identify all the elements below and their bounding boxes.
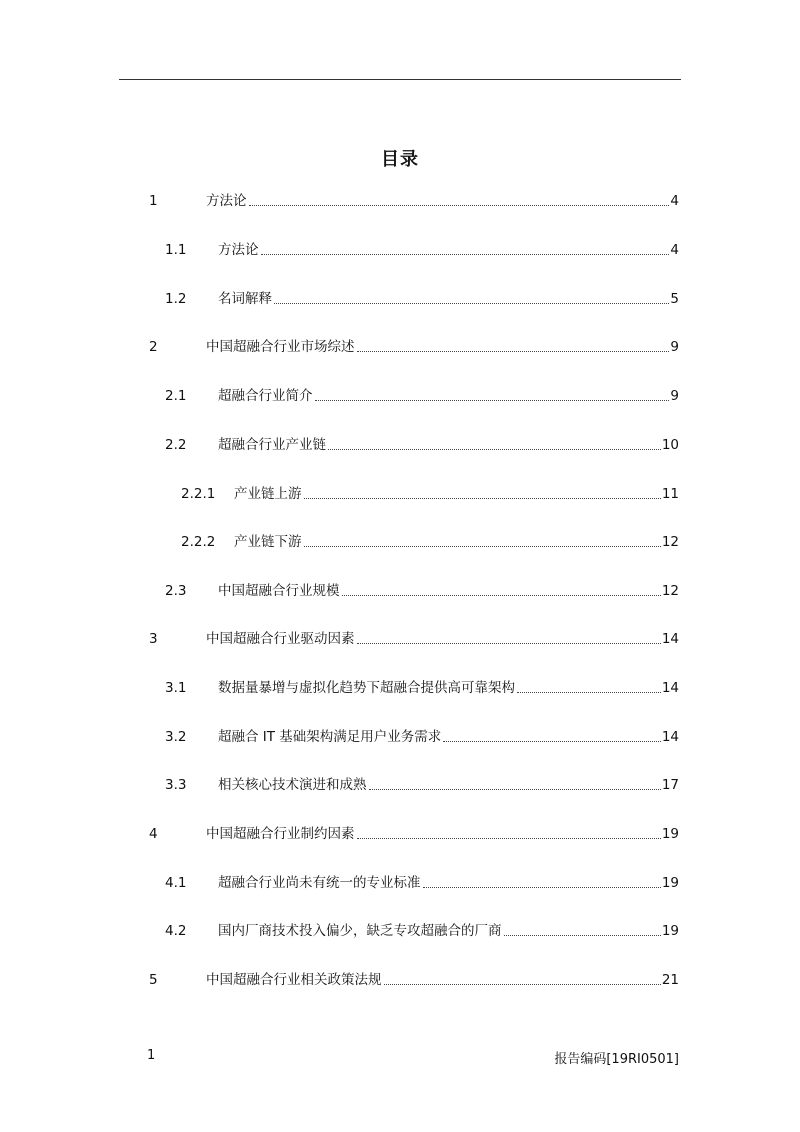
toc-dot-leader	[443, 741, 661, 742]
toc-entry-title: 超融合行业简介	[218, 388, 313, 404]
toc-dot-leader	[369, 789, 661, 790]
toc-entry-page: 14	[661, 631, 679, 647]
toc-entry-number: 4.2	[165, 923, 187, 939]
toc-entry-title: 中国超融合行业驱动因素	[206, 631, 355, 647]
toc-entry-page: 14	[661, 729, 679, 745]
toc-entry-title: 方法论	[218, 242, 259, 258]
toc-entry[interactable]	[165, 578, 679, 600]
toc-entry-title: 相关核心技术演进和成熟	[218, 777, 367, 793]
toc-entry-number: 2.2.1	[181, 486, 216, 502]
toc-entry-page: 17	[661, 777, 679, 793]
footer-page-number: 1	[147, 1048, 156, 1063]
toc-dot-leader	[342, 595, 661, 596]
toc-entry[interactable]	[149, 334, 679, 356]
header-rule	[119, 79, 681, 80]
toc-entry-title: 方法论	[206, 193, 247, 209]
toc-dot-leader	[274, 303, 669, 304]
toc-entry-number: 2.2.2	[181, 534, 216, 550]
toc-entry-number: 2.1	[165, 388, 187, 404]
toc-entry[interactable]	[165, 675, 679, 697]
toc-entry-number: 3.2	[165, 729, 187, 745]
toc-dot-leader	[315, 400, 670, 401]
toc-dot-leader	[504, 935, 661, 936]
toc-entry-page: 21	[661, 972, 679, 988]
toc-entry-number: 3.1	[165, 680, 187, 696]
toc-entry-number: 3	[149, 631, 158, 647]
toc-entry-title: 名词解释	[218, 291, 272, 307]
toc-entry-page: 19	[661, 923, 679, 939]
toc-entry-title: 国内厂商技术投入偏少，缺乏专攻超融合的厂商	[218, 923, 502, 939]
footer-report-code: 报告编码[19RI0501]	[554, 1052, 679, 1067]
toc-dot-leader	[304, 498, 661, 499]
toc-entry-number: 4	[149, 826, 158, 842]
toc-entry-title: 中国超融合行业制约因素	[206, 826, 355, 842]
toc-entry-page: 4	[670, 193, 679, 209]
toc-dot-leader	[357, 838, 661, 839]
toc-entry[interactable]	[181, 529, 679, 551]
toc-entry-number: 1.2	[165, 291, 187, 307]
toc-entry-title: 中国超融合行业规模	[218, 583, 340, 599]
toc-entry[interactable]	[181, 481, 679, 503]
toc-entry[interactable]	[149, 626, 679, 648]
toc-entry[interactable]	[149, 821, 679, 843]
toc-entry-page: 12	[661, 534, 679, 550]
toc-entry-page: 4	[670, 242, 679, 258]
toc-entry-title: 超融合 IT 基础架构满足用户业务需求	[218, 729, 442, 745]
toc-entry[interactable]	[149, 967, 679, 989]
toc-title: 目录	[381, 149, 419, 170]
toc-dot-leader	[517, 692, 661, 693]
toc-entry[interactable]	[165, 918, 679, 940]
toc-dot-leader	[357, 351, 670, 352]
toc-entry-page: 11	[661, 486, 679, 502]
toc-dot-leader	[423, 887, 661, 888]
toc-entry-number: 5	[149, 972, 158, 988]
toc-entry-number: 1.1	[165, 242, 187, 258]
toc-entry-number: 2	[149, 339, 158, 355]
toc-entry-page: 9	[670, 388, 679, 404]
toc-entry[interactable]	[165, 870, 679, 892]
toc-entry-number: 3.3	[165, 777, 187, 793]
toc-entry[interactable]	[149, 188, 679, 210]
toc-entry-title: 中国超融合行业相关政策法规	[206, 972, 382, 988]
toc-dot-leader	[304, 546, 661, 547]
toc-entry-title: 超融合行业尚未有统一的专业标准	[218, 875, 421, 891]
toc-entry-page: 10	[661, 437, 679, 453]
toc-entry-page: 14	[661, 680, 679, 696]
toc-entry-title: 中国超融合行业市场综述	[206, 339, 355, 355]
toc-dot-leader	[261, 254, 670, 255]
toc-entry-number: 2.2	[165, 437, 187, 453]
toc-entry[interactable]	[165, 237, 679, 259]
toc-entry-page: 12	[661, 583, 679, 599]
toc-dot-leader	[328, 449, 661, 450]
toc-entry-page: 19	[661, 875, 679, 891]
toc-entry-number: 2.3	[165, 583, 187, 599]
toc-entry[interactable]	[165, 724, 679, 746]
toc-dot-leader	[357, 643, 661, 644]
toc-entry-page: 19	[661, 826, 679, 842]
toc-entry-page: 5	[670, 291, 679, 307]
toc-entry[interactable]	[165, 432, 679, 454]
toc-dot-leader	[249, 205, 670, 206]
toc-dot-leader	[384, 984, 661, 985]
toc-entry[interactable]	[165, 383, 679, 405]
toc-entry[interactable]	[165, 772, 679, 794]
toc-entry[interactable]	[165, 286, 679, 308]
toc-entry-title: 数据量暴增与虚拟化趋势下超融合提供高可靠架构	[218, 680, 515, 696]
toc-entry-number: 4.1	[165, 875, 187, 891]
toc-entry-number: 1	[149, 193, 158, 209]
toc-entry-title: 产业链上游	[234, 486, 302, 502]
toc-entry-title: 超融合行业产业链	[218, 437, 326, 453]
toc-entry-page: 9	[670, 339, 679, 355]
toc-entry-title: 产业链下游	[234, 534, 302, 550]
